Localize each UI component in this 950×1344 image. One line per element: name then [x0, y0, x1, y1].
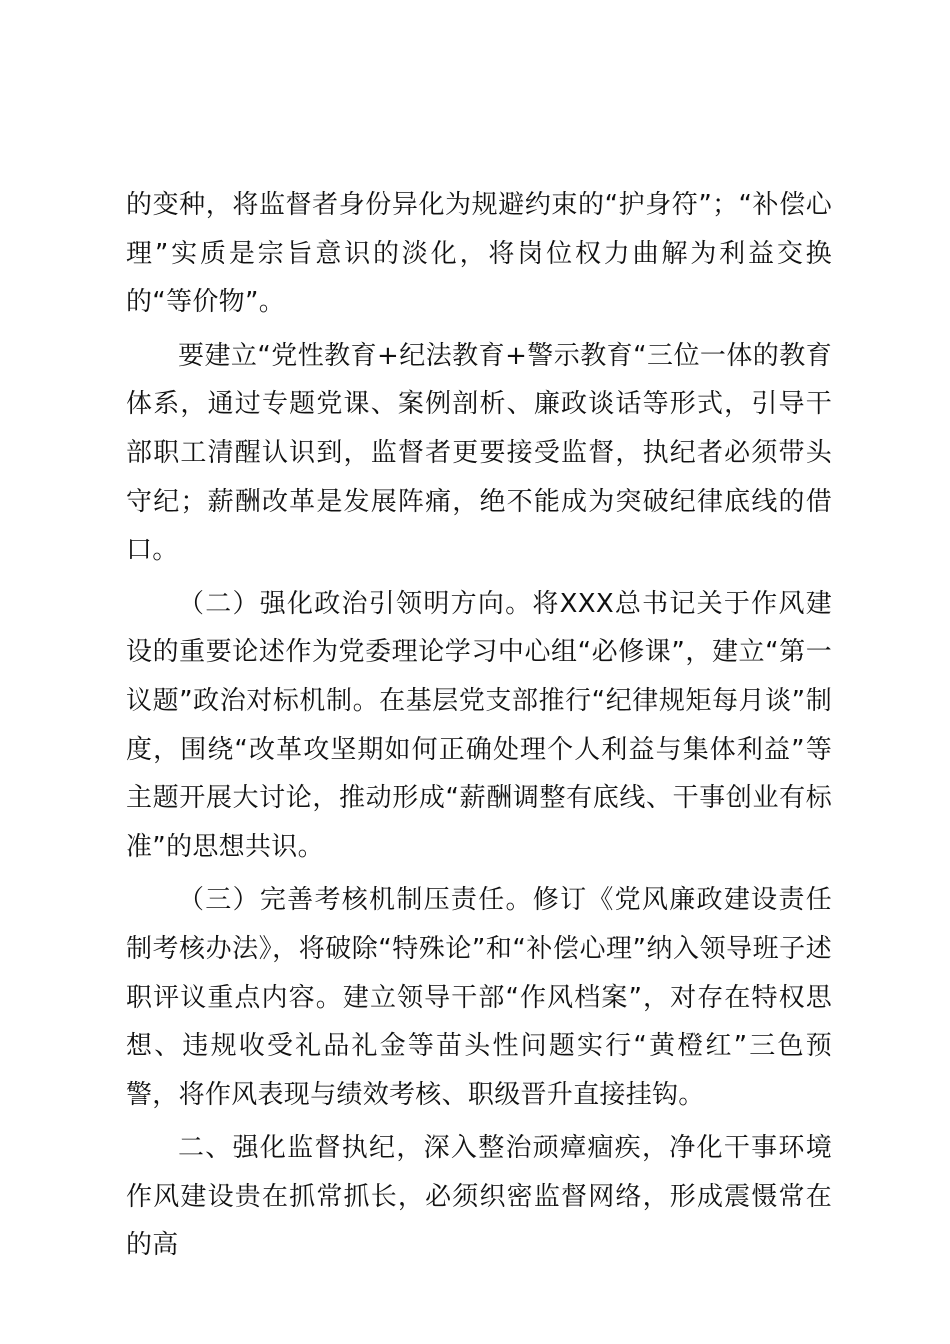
paragraph-continuation: 的变种，将监督者身份异化为规避约束的“护身符”；“补偿心理”实质是宗旨意识的淡化，将岗位权力曲解为利益交换的“等价物”。 [126, 190, 832, 318]
paragraph-education-system: 要建立“党性教育+纪法教育+警示教育“三位一体的教育体系，通过专题党课、案例剖析、廉政谈话等形式，引导干部职工清醒认识到，监督者更要接受监督，执纪者必须带头守纪；薪酬改革是发展阵痛，绝不能成为突破纪律底线的借口。 [126, 340, 832, 566]
paragraph-assessment-mechanism: （三）完善考核机制压责任。修订《党风廉政建设责任制考核办法》，将破除“特殊论”和“补偿心理”纳入领导班子述职评议重点内容。建立领导干部“作风档案”，对存在特权思想、违规收受礼品礼金等苗头性问题实行“黄橙红”三色预警，将作风表现与绩效考核、职级晋升直接挂钩。 [126, 885, 832, 1110]
section-heading-supervision: 二、强化监督执纪，深入整治顽瘴痼疾，净化干事环境作风建设贵在抓常抓长，必须织密监督网络，形成震慑常在的高 [126, 1133, 832, 1261]
document-body [126, 181, 832, 1275]
paragraph-political-guidance: （二）强化政治引领明方向。将XXX总书记关于作风建设的重要论述作为党委理论学习中心组“必修课”，建立“第一议题”政治对标机制。在基层党支部推行“纪律规矩每月谈”制度，围绕“改革攻坚期如何正确处理个人利益与集体利益”等主题开展大讨论，推动形成“薪酬调整有底线、干事创业有标准”的思想共识。 [126, 588, 832, 862]
